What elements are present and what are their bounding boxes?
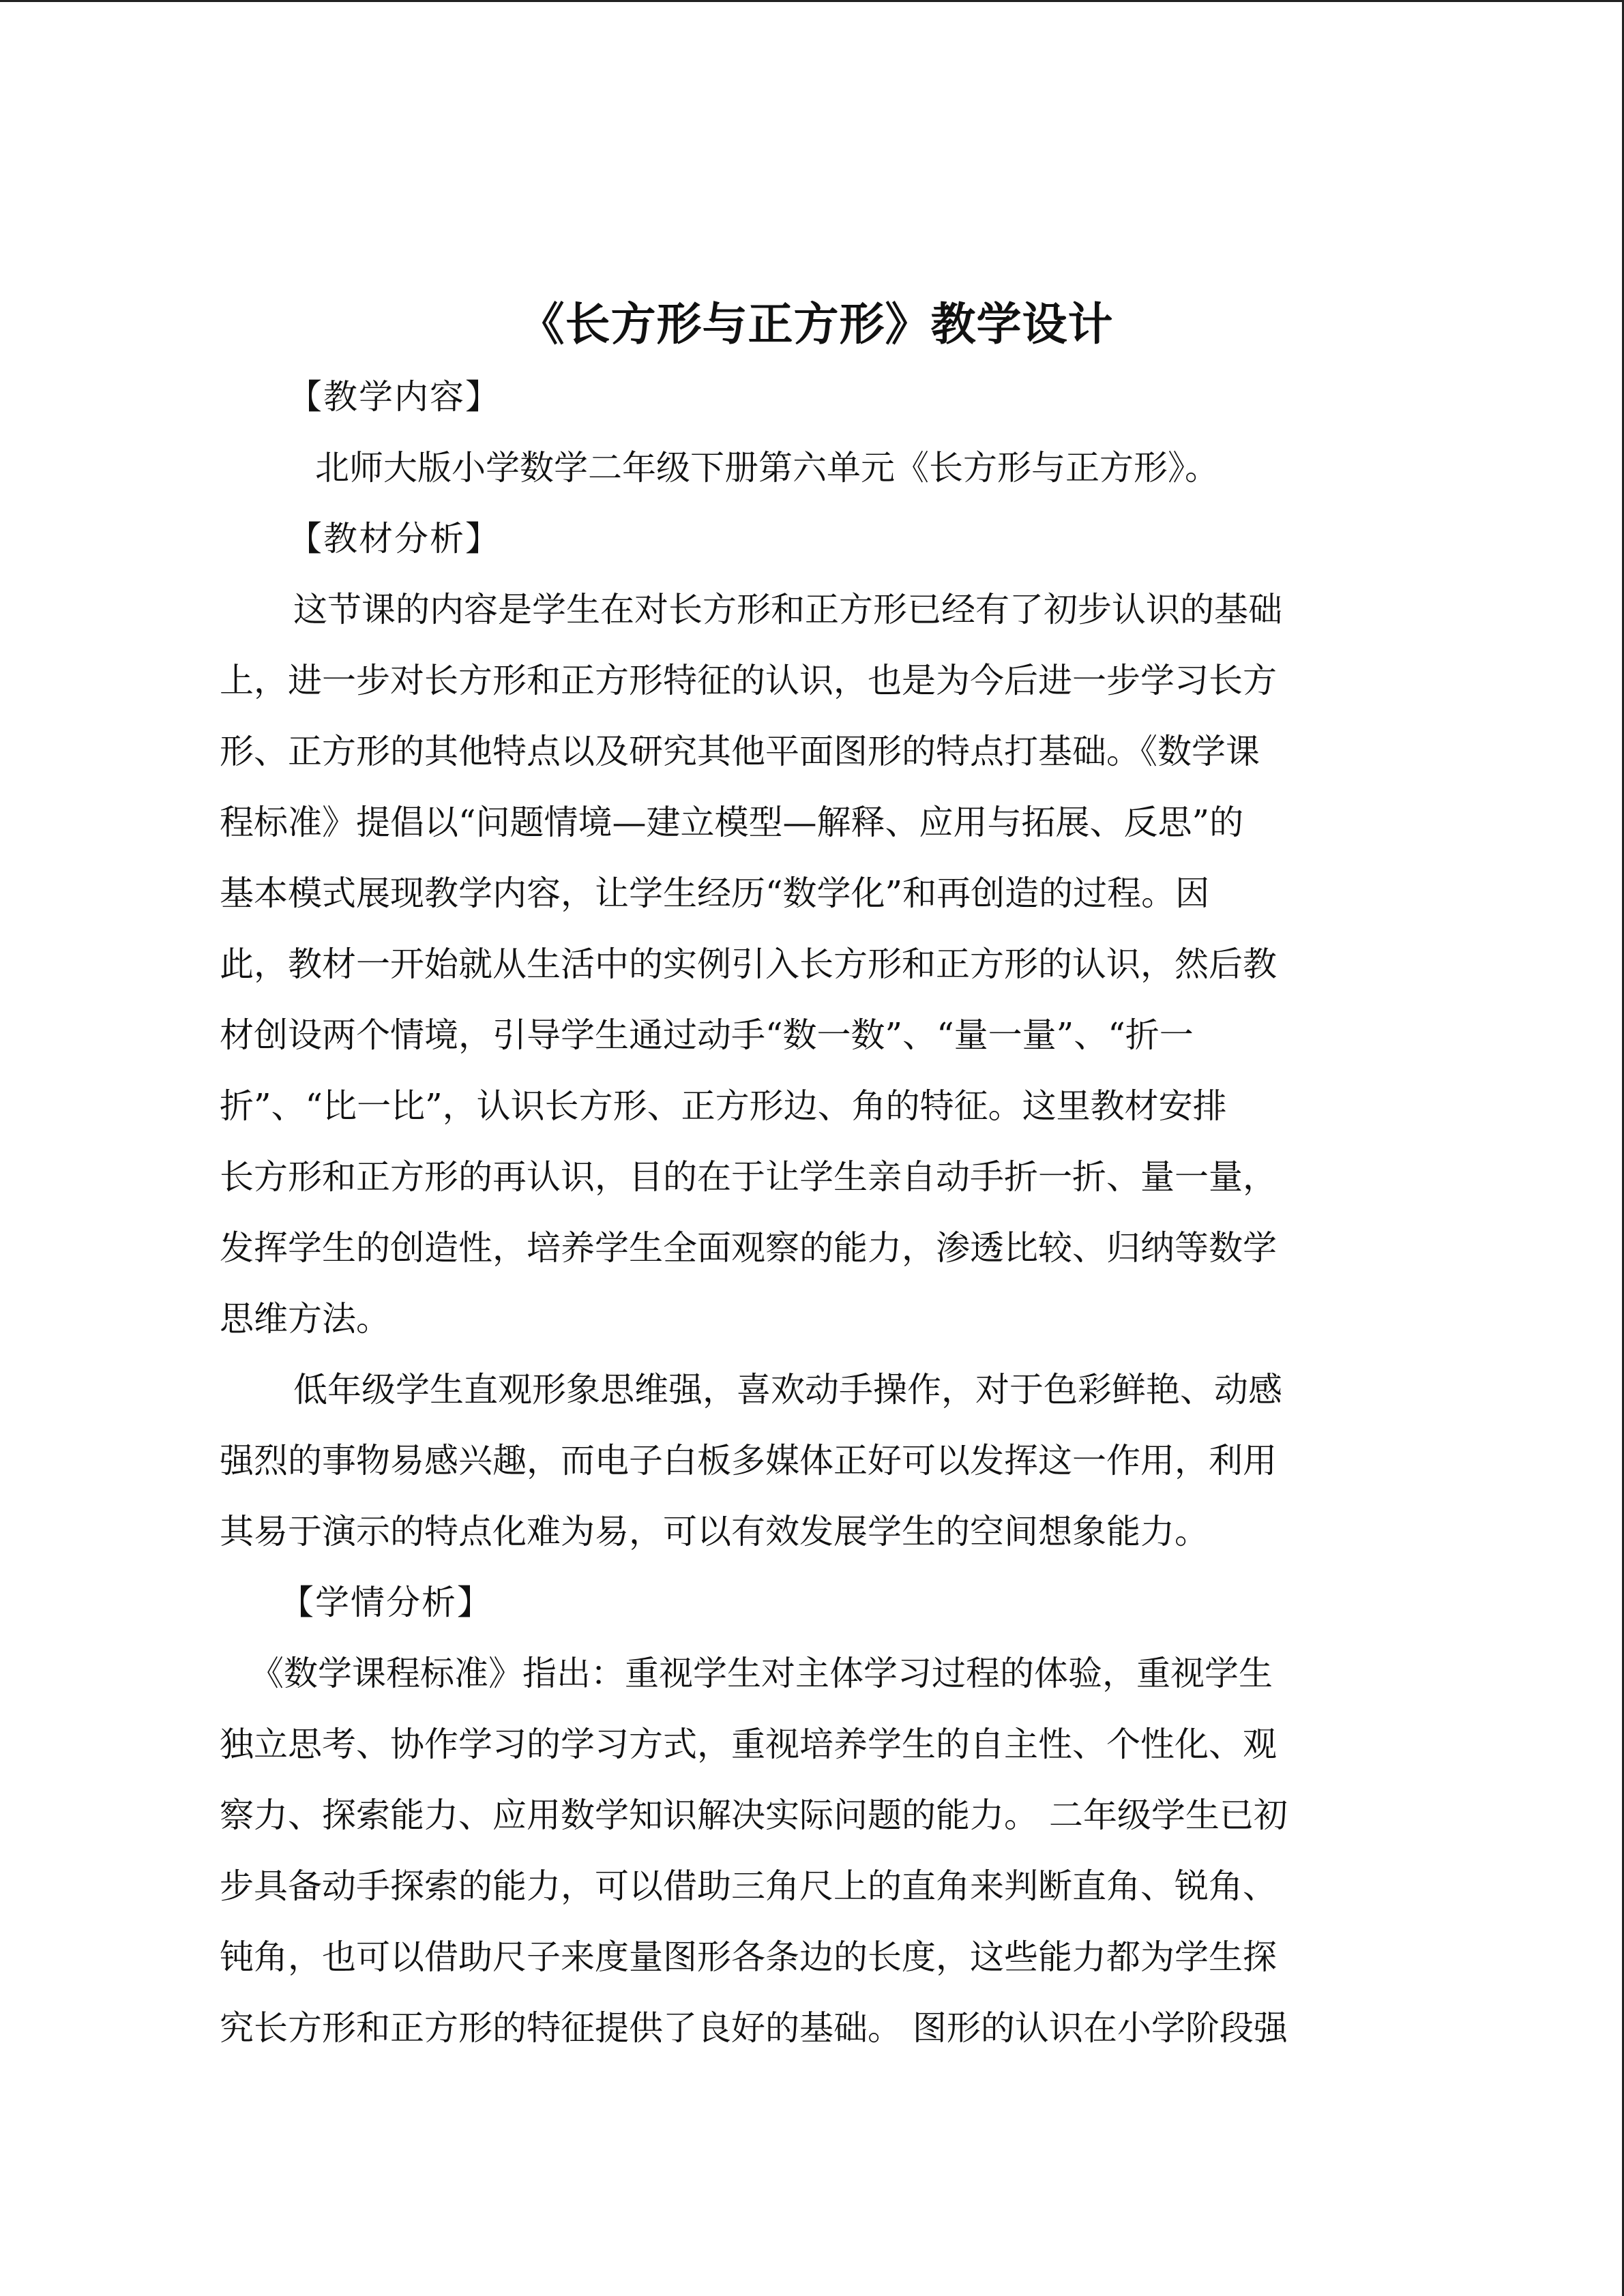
page-top-border — [0, 0, 1624, 2]
paragraph-line: 材创设两个情境，引导学生通过动手“数一数”、“量一量”、“折一 — [220, 1015, 1194, 1055]
section-heading-material: 【教材分析】 — [288, 519, 501, 558]
student-paragraph-1 — [220, 1638, 1413, 2063]
paragraph-line: 发挥学生的创造性，培养学生全面观察的能力，渗透比较、归纳等数学 — [220, 1228, 1277, 1268]
content-text: 北师大版小学数学二年级下册第六单元《长方形与正方形》。 — [315, 448, 1219, 488]
paragraph-line: 基本模式展现教学内容，让学生经历“数学化”和再创造的过程。因 — [220, 874, 1210, 913]
paragraph-line: 强烈的事物易感兴趣，而电子白板多媒体正好可以发挥这一作用，利用 — [220, 1441, 1277, 1480]
paragraph-line: 折”、“比一比”，认识长方形、正方形边、角的特征。这里教材安排 — [220, 1086, 1227, 1126]
material-paragraph-2 — [220, 1354, 1413, 1567]
paragraph-line: 步具备动手探索的能力，可以借助三角尺上的直角来判断直角、锐角、 — [220, 1866, 1277, 1906]
document-page — [220, 286, 1413, 2063]
paragraph-line: 独立思考、协作学习的学习方式，重视培养学生的自主性、个性化、观 — [220, 1725, 1277, 1764]
paragraph-line: 思维方法。 — [220, 1299, 390, 1339]
paragraph-line: 究长方形和正方形的特征提供了良好的基础。 图形的认识在小学阶段强 — [220, 2008, 1288, 2048]
paragraph-line: 长方形和正方形的再认识，目的在于让学生亲自动手折一折、量一量， — [220, 1157, 1277, 1197]
paragraph-line: 钝角，也可以借助尺子来度量图形各条边的长度，这些能力都为学生探 — [220, 1937, 1277, 1977]
paragraph-line: 程标准》提倡以“问题情境—建立模型—解释、应用与拓展、反思”的 — [220, 803, 1244, 842]
section-heading-student: 【学情分析】 — [280, 1583, 492, 1622]
document-title: 《长方形与正方形》教学设计 — [519, 297, 1114, 351]
paragraph-line: 此，教材一开始就从生活中的实例引入长方形和正方形的认识，然后教 — [220, 944, 1277, 984]
paragraph-line: 形、正方形的其他特点以及研究其他平面图形的特点打基础。《数学课 — [220, 732, 1260, 771]
section-heading-content: 【教学内容】 — [288, 377, 501, 417]
paragraph-line: 这节课的内容是学生在对长方形和正方形已经有了初步认识的基础 — [293, 590, 1282, 629]
paragraph-line: 低年级学生直观形象思维强，喜欢动手操作，对于色彩鲜艳、动感 — [293, 1370, 1282, 1410]
paragraph-line: 察力、探索能力、应用数学知识解决实际问题的能力。 二年级学生已初 — [220, 1795, 1288, 1835]
paragraph-line: 其易于演示的特点化难为易，可以有效发展学生的空间想象能力。 — [220, 1512, 1209, 1551]
paragraph-line: 《数学课程标准》指出：重视学生对主体学习过程的体验，重视学生 — [250, 1654, 1273, 1693]
material-paragraph-1 — [220, 574, 1413, 1354]
paragraph-line: 上，进一步对长方形和正方形特征的认识，也是为今后进一步学习长方 — [220, 661, 1277, 700]
